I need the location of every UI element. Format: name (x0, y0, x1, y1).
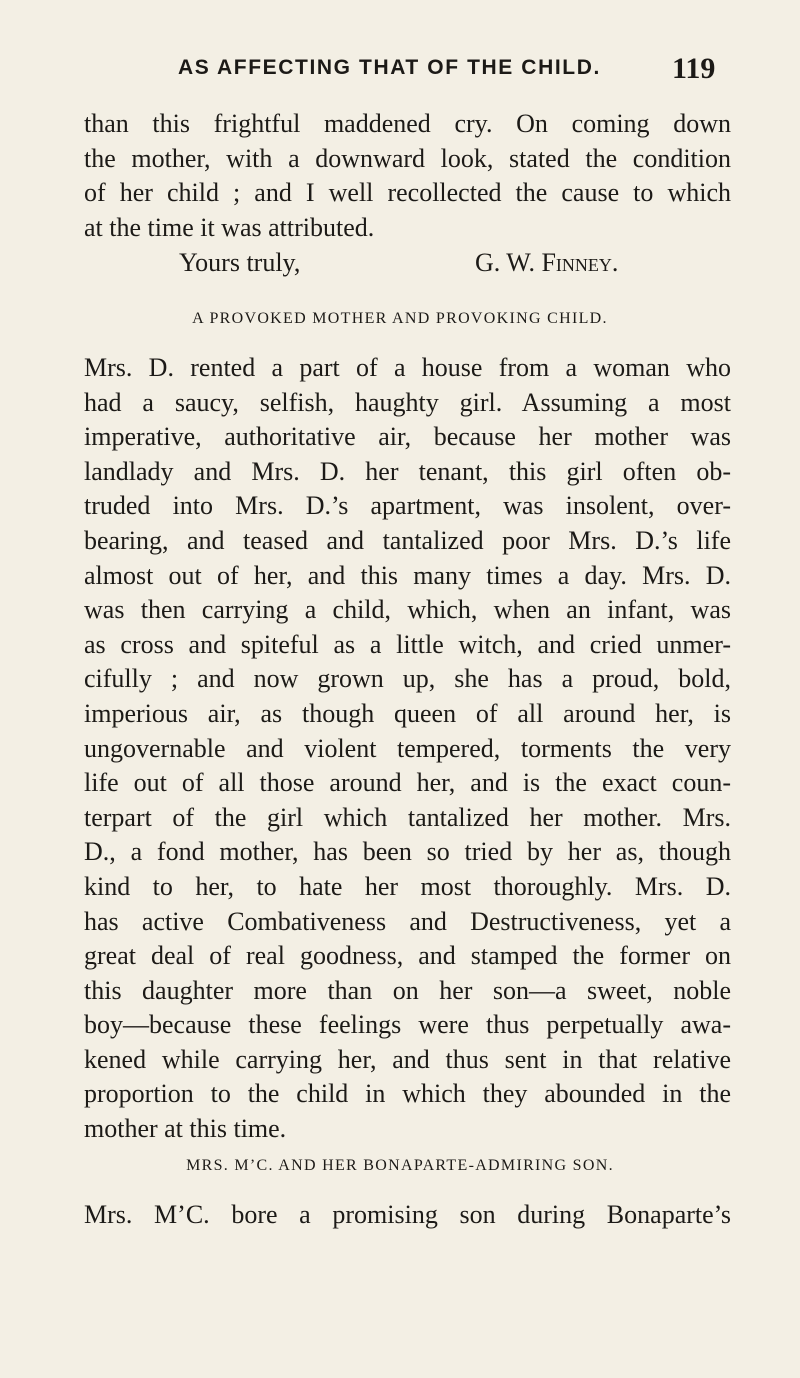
running-title: AS AFFECTING THAT OF THE CHILD. (178, 56, 601, 79)
text-line: terpart of the girl which tantalized her mother. Mrs. (84, 802, 731, 832)
letter-signature: G. W. Finney. (475, 248, 619, 277)
text-line: truded into Mrs. D.’s apartment, was insolent, over- (84, 491, 731, 521)
text-line: this daughter more than on her son—a sweet, noble (84, 975, 731, 1005)
text-line: at the time it was attributed. (84, 212, 375, 242)
page-number: 119 (672, 52, 716, 85)
text-line: life out of all those around her, and is the exact coun- (84, 768, 731, 798)
text-line: bearing, and teased and tantalized poor Mrs. D.’s life (84, 525, 731, 555)
text-line: kind to her, to hate her most thoroughly. Mrs. D. (84, 871, 731, 901)
text-line: great deal of real goodness, and stamped the former on (84, 941, 731, 971)
letter-end-paragraph (84, 107, 731, 245)
text-line: the mother, with a downward look, stated the condition (84, 143, 731, 173)
section-heading: A PROVOKED MOTHER AND PROVOKING CHILD. (192, 310, 608, 327)
text-line: had a saucy, selfish, haughty girl. Assuming a most (84, 387, 731, 417)
text-line: D., a fond mother, has been so tried by her as, though (84, 837, 731, 867)
text-line: almost out of her, and this many times a day. Mrs. D. (84, 560, 731, 590)
text-line: Mrs. D. rented a part of a house from a woman who (84, 353, 731, 382)
text-line: kened while carrying her, and thus sent in that relative (84, 1044, 731, 1074)
text-line: imperious air, as though queen of all around her, is (84, 698, 731, 728)
text-line: imperative, authoritative air, because her mother was (84, 422, 731, 452)
text-line: proportion to the child in which they abounded in the (84, 1079, 731, 1109)
section-paragraph (84, 1198, 731, 1233)
text-line: was then carrying a child, which, when an infant, was (84, 595, 731, 625)
section-paragraph (84, 351, 731, 1147)
text-line: than this frightful maddened cry. On coming down (84, 109, 731, 138)
text-line: landlady and Mrs. D. her tenant, this girl often ob- (84, 456, 731, 486)
text-line: cifully ; and now grown up, she has a proud, bold, (84, 664, 731, 694)
text-line: mother at this time. (84, 1114, 287, 1144)
text-line: ungovernable and violent tempered, torments the very (84, 733, 731, 763)
text-line: boy—because these feelings were thus perpetually awa- (84, 1010, 731, 1040)
letter-closing: Yours truly, (179, 248, 301, 277)
text-line: as cross and spiteful as a little witch, and cried unmer- (84, 629, 731, 659)
text-line: has active Combativeness and Destructiveness, yet a (84, 906, 731, 936)
letter-signature-block (179, 248, 727, 284)
section-heading: MRS. M’C. AND HER BONAPARTE-ADMIRING SON. (186, 1157, 614, 1174)
text-line: of her child ; and I well recollected the cause to which (84, 178, 731, 208)
text-line: Mrs. M’C. bore a promising son during Bonaparte’s (84, 1200, 731, 1229)
running-head (0, 52, 800, 88)
